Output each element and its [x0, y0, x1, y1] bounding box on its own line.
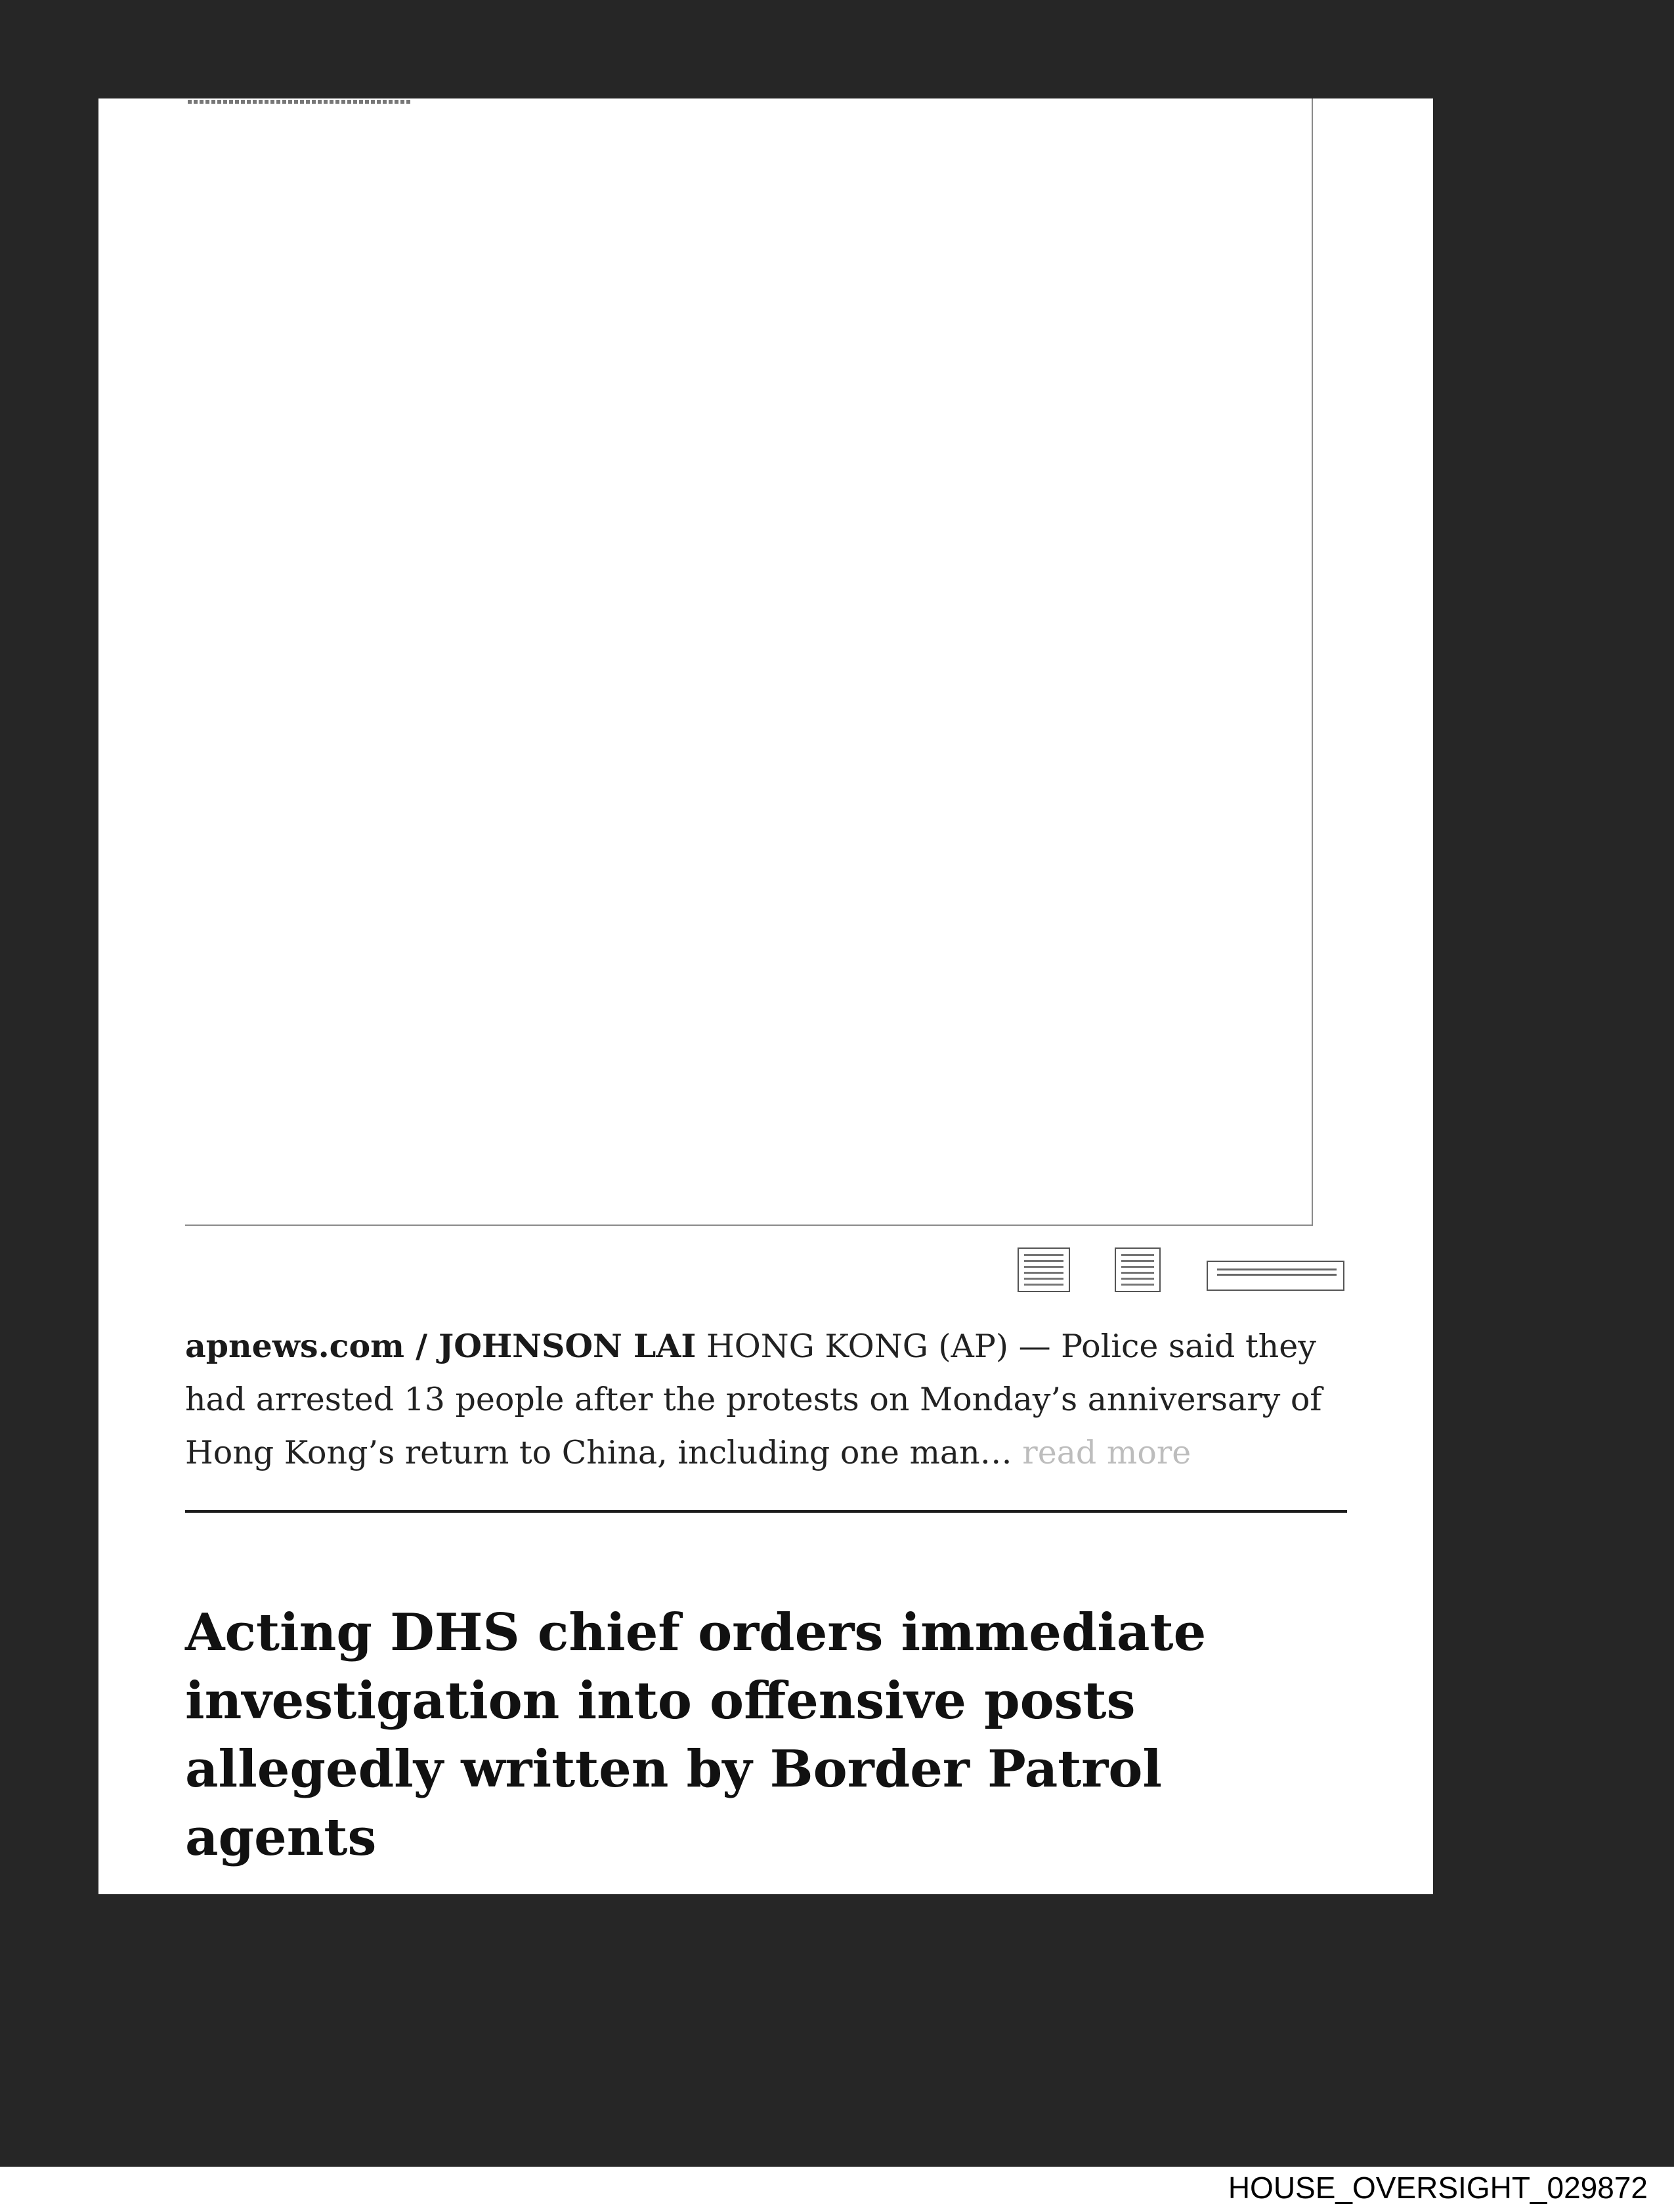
article-headline[interactable]: Acting DHS chief orders immediate investigation into offensive posts allegedly written by Border Patrol agents: [185, 1603, 1207, 1867]
article-divider: [185, 1510, 1347, 1513]
read-more-link[interactable]: read more: [1022, 1434, 1191, 1471]
article-summary: [185, 1320, 1360, 1479]
thumbnail-caption-placeholder: [1121, 1254, 1154, 1286]
article-summary-text: HONG KONG (AP) — Police said they had arrested 13 people after the protests on Monday’s anniversary of Hong Kong’s return to China, including one man…: [185, 1328, 1322, 1471]
article-image-placeholder: [185, 98, 1313, 1226]
thumbnail-image-3[interactable]: [1207, 1261, 1344, 1291]
document-page: [98, 98, 1433, 1894]
thumbnail-image-2[interactable]: [1115, 1247, 1161, 1292]
thumbnail-caption-placeholder: [1217, 1269, 1337, 1278]
thumbnail-image-1[interactable]: [1018, 1247, 1070, 1292]
thumbnail-caption-placeholder: [1024, 1254, 1063, 1286]
article-source[interactable]: apnews.com / JOHNSON LAI: [185, 1327, 697, 1365]
image-caption-placeholder: [188, 100, 411, 104]
bates-number: HOUSE_OVERSIGHT_029872: [1223, 2170, 1648, 2205]
